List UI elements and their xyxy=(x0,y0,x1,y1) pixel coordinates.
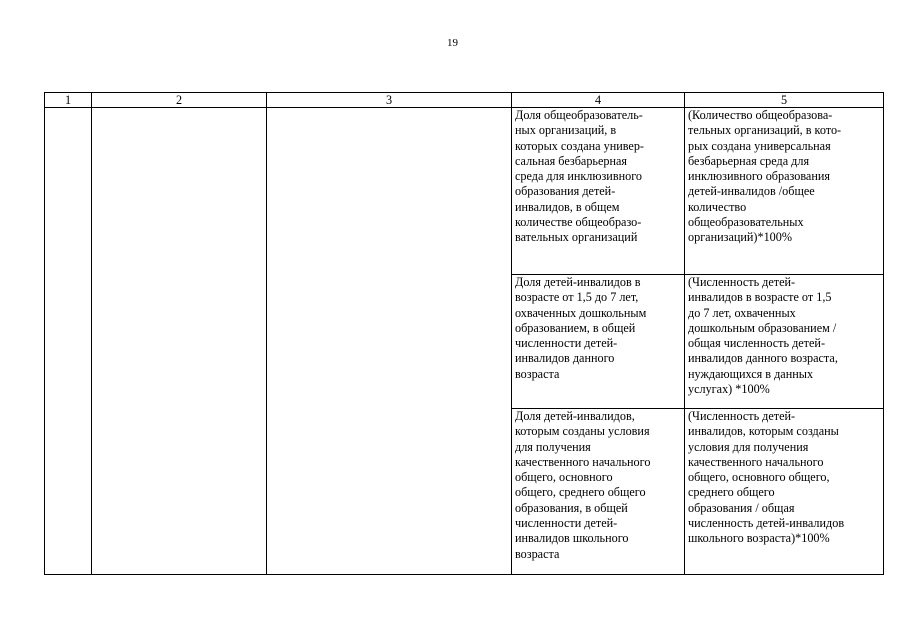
table-row xyxy=(45,108,884,275)
indicator-formula-cell: (Численность детей- инвалидов в возрасте от 1,5 до 7 лет, охваченных дошкольным образованием / общая численность детей- инвалидов данного возраста, нуждающихся в данных услугах) *100% xyxy=(685,275,884,409)
cell-col-3 xyxy=(267,108,512,575)
page-number: 19 xyxy=(447,37,458,49)
indicator-name-cell: Доля детей-инвалидов, которым созданы условия для получения качественного начального общего, основного общего, среднего общего образования, в общей численности детей- инвалидов школьного возраста xyxy=(512,409,685,575)
indicator-formula-cell: (Количество общеобразова- тельных организаций, в кото- рых создана универсальная безбарьерная среда для инклюзивного образования детей-инвалидов /общее количество общеобразовательных организаций)*100% xyxy=(685,108,884,275)
indicators-table xyxy=(44,92,884,575)
header-col-5: 5 xyxy=(685,93,884,108)
cell-col-2 xyxy=(92,108,267,575)
header-col-4: 4 xyxy=(512,93,685,108)
header-col-1: 1 xyxy=(45,93,92,108)
indicator-formula-cell: (Численность детей- инвалидов, которым созданы условия для получения качественного начального общего, основного общего, среднего общего образования / общая численность детей-инвалидов школьного возраста)*100% xyxy=(685,409,884,575)
header-col-3: 3 xyxy=(267,93,512,108)
indicator-name-cell: Доля детей-инвалидов в возрасте от 1,5 до 7 лет, охваченных дошкольным образованием, в общей численности детей- инвалидов данного возраста xyxy=(512,275,685,409)
cell-col-1 xyxy=(45,108,92,575)
header-col-2: 2 xyxy=(92,93,267,108)
header-row xyxy=(45,93,884,108)
indicator-name-cell: Доля общеобразователь- ных организаций, в которых создана универ- сальная безбарьерная среда для инклюзивного образования детей- инвалидов, в общем количестве общеобразо- вательных организаций xyxy=(512,108,685,275)
